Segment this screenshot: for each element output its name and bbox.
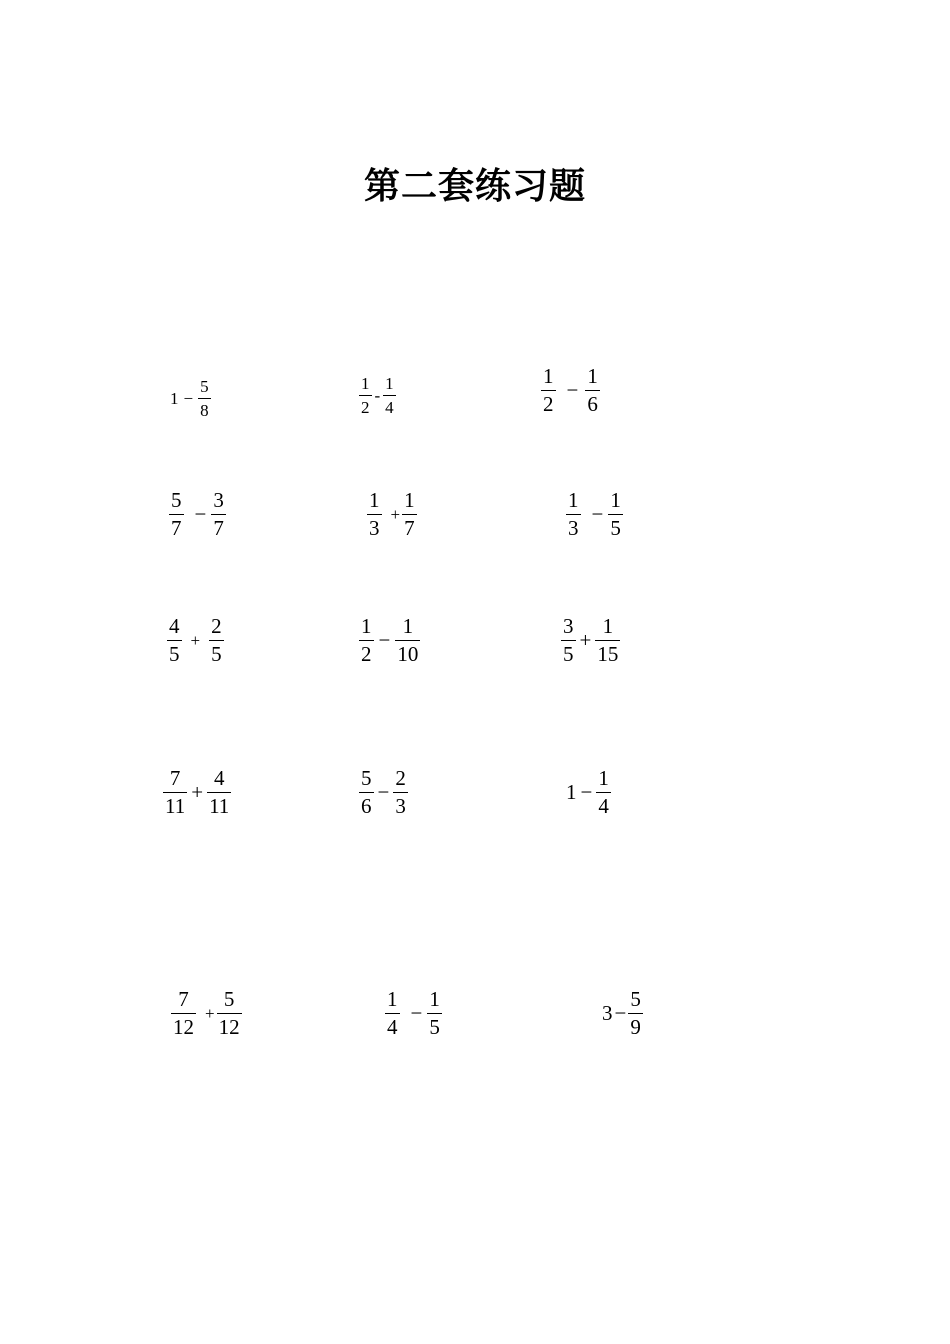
numerator: 5 bbox=[361, 766, 372, 790]
denominator: 5 bbox=[429, 1015, 440, 1039]
fraction-b bbox=[217, 989, 242, 1038]
denominator: 5 bbox=[169, 642, 180, 666]
numerator: 1 bbox=[404, 488, 415, 512]
denominator: 10 bbox=[397, 642, 419, 666]
denominator: 12 bbox=[218, 1015, 240, 1039]
numerator: 3 bbox=[213, 488, 224, 512]
fraction-b bbox=[395, 616, 420, 665]
denominator: 6 bbox=[361, 794, 372, 818]
numerator: 7 bbox=[169, 766, 181, 790]
problem-9 bbox=[560, 616, 621, 665]
numerator: 1 bbox=[369, 488, 380, 512]
problem-3 bbox=[540, 366, 601, 415]
fraction-b bbox=[596, 768, 611, 817]
denominator: 2 bbox=[359, 395, 372, 416]
numerator: 5 bbox=[223, 987, 235, 1011]
operator: − bbox=[591, 502, 604, 526]
operator: + bbox=[190, 631, 201, 650]
numerator: 1 bbox=[429, 987, 440, 1011]
problem-8 bbox=[358, 616, 421, 665]
denominator: 2 bbox=[361, 642, 372, 666]
problem-1 bbox=[170, 378, 212, 419]
numerator: 1 bbox=[361, 614, 372, 638]
denominator: 2 bbox=[543, 392, 554, 416]
operator: − bbox=[580, 780, 593, 804]
numerator: 2 bbox=[395, 766, 406, 790]
denominator: 7 bbox=[213, 516, 224, 540]
denominator: 5 bbox=[610, 516, 621, 540]
operator: − bbox=[194, 502, 207, 526]
numerator: 2 bbox=[211, 614, 222, 638]
operator: + bbox=[579, 628, 592, 652]
problem-4 bbox=[168, 490, 227, 539]
numerator: 3 bbox=[563, 614, 574, 638]
denominator: 4 bbox=[383, 395, 396, 416]
fraction-a bbox=[163, 768, 187, 817]
numerator: 1 bbox=[602, 614, 614, 638]
page-title: 第二套练习题 bbox=[363, 165, 586, 207]
operator: − bbox=[377, 780, 390, 804]
denominator: 5 bbox=[563, 642, 574, 666]
fraction-a bbox=[359, 375, 372, 416]
problem-5 bbox=[366, 490, 418, 539]
fraction-a bbox=[167, 616, 182, 665]
problem-6 bbox=[565, 490, 624, 539]
operator: + bbox=[390, 505, 401, 524]
numerator: 5 bbox=[171, 488, 182, 512]
fraction-a bbox=[359, 616, 374, 665]
fraction-b bbox=[383, 375, 396, 416]
numerator: 1 bbox=[598, 766, 609, 790]
numerator: 1 bbox=[361, 374, 370, 393]
problem-7 bbox=[166, 616, 225, 665]
denominator: 5 bbox=[211, 642, 222, 666]
problem-14 bbox=[384, 989, 443, 1038]
fraction-b bbox=[595, 616, 620, 665]
whole-number: 1 bbox=[566, 780, 577, 804]
numerator: 1 bbox=[385, 374, 394, 393]
numerator: 1 bbox=[387, 987, 398, 1011]
numerator: 1 bbox=[587, 364, 598, 388]
numerator: 5 bbox=[630, 987, 641, 1011]
denominator: 9 bbox=[630, 1015, 641, 1039]
denominator: 7 bbox=[171, 516, 182, 540]
numerator: 1 bbox=[568, 488, 579, 512]
fraction-a bbox=[385, 989, 400, 1038]
fraction-b bbox=[427, 989, 442, 1038]
denominator: 4 bbox=[598, 794, 609, 818]
numerator: 4 bbox=[169, 614, 180, 638]
problem-11 bbox=[358, 768, 409, 817]
fraction-a bbox=[561, 616, 576, 665]
numerator: 5 bbox=[200, 377, 209, 396]
operator: + bbox=[205, 1004, 215, 1023]
fraction-a bbox=[541, 366, 556, 415]
fraction-b bbox=[628, 989, 643, 1038]
fraction-b bbox=[207, 768, 231, 817]
fraction-a bbox=[171, 989, 196, 1038]
denominator: 11 bbox=[165, 794, 186, 818]
fraction-a bbox=[359, 768, 374, 817]
operator: − bbox=[410, 1001, 423, 1025]
fraction-a bbox=[367, 490, 382, 539]
denominator: 11 bbox=[209, 794, 230, 818]
operator: + bbox=[191, 780, 204, 804]
numerator: 1 bbox=[402, 614, 414, 638]
fraction-a bbox=[169, 490, 184, 539]
problem-12 bbox=[566, 768, 612, 817]
numerator: 1 bbox=[610, 488, 621, 512]
problem-13 bbox=[170, 989, 243, 1038]
numerator: 7 bbox=[178, 987, 189, 1011]
operator: − bbox=[183, 389, 194, 408]
operator: - bbox=[374, 386, 381, 405]
problem-15 bbox=[602, 989, 644, 1038]
denominator: 6 bbox=[587, 392, 598, 416]
problem-10 bbox=[162, 768, 232, 817]
problem-2 bbox=[358, 375, 397, 416]
whole-number: 3 bbox=[602, 1001, 613, 1025]
operator: − bbox=[566, 378, 579, 402]
fraction-b bbox=[585, 366, 600, 415]
fraction-b bbox=[402, 490, 417, 539]
fraction-b bbox=[209, 616, 224, 665]
fraction-a bbox=[566, 490, 581, 539]
denominator: 12 bbox=[173, 1015, 194, 1039]
numerator: 4 bbox=[213, 766, 225, 790]
fraction-b bbox=[211, 490, 226, 539]
denominator: 4 bbox=[387, 1015, 398, 1039]
operator: − bbox=[614, 1001, 627, 1025]
denominator: 8 bbox=[198, 398, 211, 419]
fraction-b bbox=[198, 378, 211, 419]
denominator: 3 bbox=[395, 794, 406, 818]
denominator: 7 bbox=[404, 516, 415, 540]
operator: − bbox=[378, 628, 391, 652]
fraction-b bbox=[393, 768, 408, 817]
fraction-b bbox=[608, 490, 623, 539]
denominator: 15 bbox=[597, 642, 619, 666]
whole-number: 1 bbox=[170, 389, 179, 408]
numerator: 1 bbox=[543, 364, 554, 388]
denominator: 3 bbox=[369, 516, 380, 540]
denominator: 3 bbox=[568, 516, 579, 540]
